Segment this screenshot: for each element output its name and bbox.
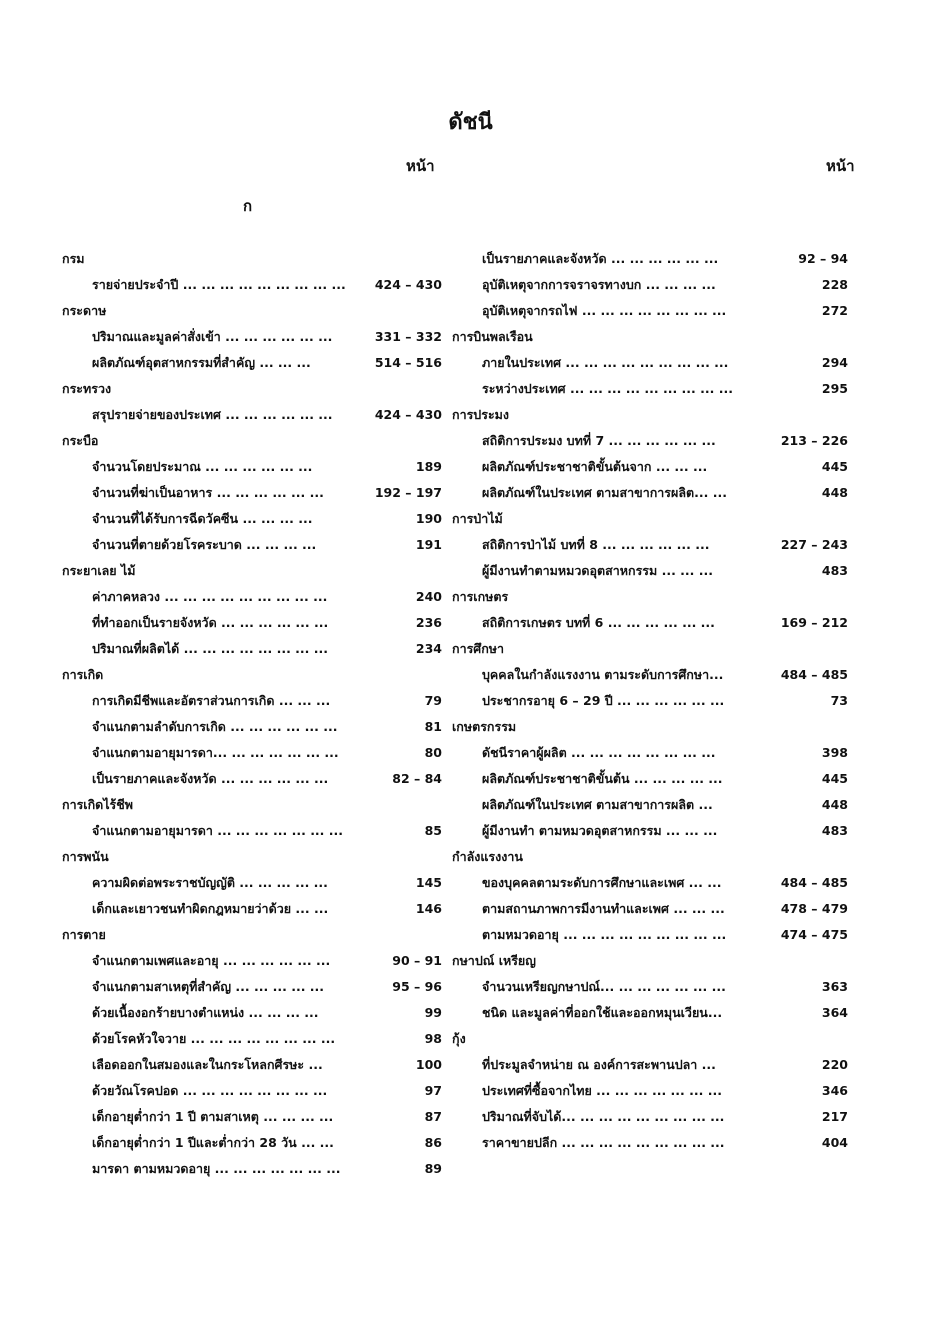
index-heading-text: กระดาษ	[62, 303, 107, 318]
page-number: 189	[415, 459, 442, 474]
page-number: 220	[821, 1057, 848, 1072]
index-entry-text: ปริมาณที่ผลิตได้ ... ... ... ... ... ... ... ...	[92, 641, 329, 656]
page-number: 364	[821, 1005, 848, 1020]
page-number: 331 – 332	[374, 329, 442, 344]
index-entry-text: เด็กอายุต่ำกว่า 1 ปีและต่ำกว่า 28 วัน ... ...	[92, 1135, 334, 1150]
index-heading	[452, 402, 848, 428]
page-number: 240	[415, 589, 442, 604]
page-number: 236	[415, 615, 442, 630]
index-entry-text: เด็กอายุต่ำกว่า 1 ปี ตามสาเหตุ ... ... ... ...	[92, 1109, 334, 1124]
page-number: 79	[424, 693, 442, 708]
page-number: 146	[415, 901, 442, 916]
index-entry-text: ปริมาณและมูลค่าสั่งเข้า ... ... ... ... ... ...	[92, 329, 333, 344]
page-number: 85	[424, 823, 442, 838]
index-heading-text: เกษตรกรรม	[452, 719, 517, 734]
index-entry	[452, 558, 848, 584]
index-entry-text: จำแนกตามอายุมารดา... ... ... ... ... ... ...	[92, 745, 339, 760]
index-entry	[452, 1078, 848, 1104]
index-entry	[62, 870, 442, 896]
page-number: 92 – 94	[798, 251, 848, 266]
index-entry	[452, 1130, 848, 1156]
index-entry	[62, 584, 442, 610]
index-entry-text: ดัชนีราคาผู้ผลิต ... ... ... ... ... ... ... ...	[482, 745, 716, 760]
index-entry	[452, 272, 848, 298]
page-number: 213 – 226	[780, 433, 848, 448]
index-entry	[62, 1156, 442, 1182]
index-heading	[452, 506, 848, 532]
index-entry	[62, 1000, 442, 1026]
page-number: 95 – 96	[392, 979, 442, 994]
page-number: 294	[821, 355, 848, 370]
page-number: 474 – 475	[780, 927, 848, 942]
index-heading-text: การศึกษา	[452, 641, 505, 656]
page-number: 514 – 516	[374, 355, 442, 370]
index-entry	[452, 1104, 848, 1130]
index-entry-text: จำแนกตามอายุมารดา ... ... ... ... ... ... ...	[92, 823, 344, 838]
index-entry-text: ผู้มีงานทำตามหมวดอุตสาหกรรม ... ... ...	[482, 563, 714, 578]
index-entry	[452, 610, 848, 636]
index-entry	[452, 740, 848, 766]
page-number: 484 – 485	[780, 875, 848, 890]
index-entry	[62, 974, 442, 1000]
index-entry-text: ที่ทำออกเป็นรายจังหวัด ... ... ... ... ... ...	[92, 615, 329, 630]
index-entry-text: บุคคลในกำลังแรงงาน ตามระดับการศึกษา...	[482, 667, 724, 682]
index-entry-text: มารดา ตามหมวดอายุ ... ... ... ... ... ... ...	[92, 1161, 341, 1176]
page-number: 97	[424, 1083, 442, 1098]
index-entry	[62, 532, 442, 558]
index-entry	[62, 636, 442, 662]
page-number: 346	[821, 1083, 848, 1098]
page-number: 86	[424, 1135, 442, 1150]
index-entry-text: การเกิดมีชีพและอัตราส่วนการเกิด ... ... ...	[92, 693, 331, 708]
index-heading	[62, 376, 442, 402]
page-number: 98	[424, 1031, 442, 1046]
index-entry-text: ที่ประมูลจำหน่าย ณ องค์การสะพานปลา ...	[482, 1057, 716, 1072]
index-heading	[62, 298, 442, 324]
index-entry	[62, 714, 442, 740]
index-heading	[452, 636, 848, 662]
index-entry	[452, 428, 848, 454]
page-number: 363	[821, 979, 848, 994]
index-heading-text: กรม	[62, 251, 85, 266]
index-entry-text: ความผิดต่อพระราชบัญญัติ ... ... ... ... ...	[92, 875, 328, 890]
index-entry	[452, 298, 848, 324]
index-entry-text: ผลิตภัณฑ์ประชาชาติขั้นต้นจาก ... ... ...	[482, 459, 708, 474]
index-heading	[62, 792, 442, 818]
index-entry	[452, 532, 848, 558]
page-number: 99	[424, 1005, 442, 1020]
index-heading	[452, 948, 848, 974]
index-heading	[452, 584, 848, 610]
index-entry-text: เลือดออกในสมองและในกระโหลกศีรษะ ...	[92, 1057, 323, 1072]
index-heading	[62, 246, 442, 272]
index-entry-text: ของบุคคลตามระดับการศึกษาและเพศ ... ...	[482, 875, 722, 890]
index-entry	[62, 506, 442, 532]
index-entry	[452, 376, 848, 402]
index-entry	[62, 350, 442, 376]
index-entry-text: ตามหมวดอายุ ... ... ... ... ... ... ... ... ...	[482, 927, 727, 942]
index-entry	[62, 454, 442, 480]
index-entry	[62, 896, 442, 922]
index-entry	[62, 740, 442, 766]
index-entry-text: จำแนกตามเพศและอายุ ... ... ... ... ... ...	[92, 953, 331, 968]
index-entry-text: ราคาขายปลีก ... ... ... ... ... ... ... ... ...	[482, 1135, 725, 1150]
index-entry	[62, 1078, 442, 1104]
index-entry	[62, 272, 442, 298]
page-number: 404	[821, 1135, 848, 1150]
page-number: 445	[821, 771, 848, 786]
index-entry-text: ด้วยโรคหัวใจวาย ... ... ... ... ... ... ... ...	[92, 1031, 336, 1046]
index-entry-text: เป็นรายภาคและจังหวัด ... ... ... ... ... ...	[92, 771, 329, 786]
index-entry-text: จำนวนที่ฆ่าเป็นอาหาร ... ... ... ... ... ...	[92, 485, 324, 500]
page-number: 483	[821, 563, 848, 578]
index-entry	[452, 662, 848, 688]
index-entry-text: จำนวนที่ตายด้วยโรคระบาด ... ... ... ...	[92, 537, 317, 552]
index-entry-text: ปริมาณที่จับได้... ... ... ... ... ... ... ... ...	[482, 1109, 725, 1124]
page-number: 234	[415, 641, 442, 656]
page-number: 424 – 430	[374, 277, 442, 292]
index-entry	[62, 610, 442, 636]
index-entry	[452, 922, 848, 948]
index-entry	[62, 1130, 442, 1156]
page-number: 227 – 243	[780, 537, 848, 552]
index-heading	[62, 922, 442, 948]
page-number: 191	[415, 537, 442, 552]
index-entry-text: อุบัติเหตุจากการจราจรทางบก ... ... ... ...	[482, 277, 716, 292]
index-entry-text: จำนวนที่ได้รับการฉีดวัคซีน ... ... ... ...	[92, 511, 313, 526]
page-number: 145	[415, 875, 442, 890]
index-entry	[452, 454, 848, 480]
index-entry	[452, 818, 848, 844]
index-entry-text: สถิติการเกษตร บทที่ 6 ... ... ... ... ... ...	[482, 615, 715, 630]
index-entry-text: เป็นรายภาคและจังหวัด ... ... ... ... ... ...	[482, 251, 719, 266]
index-entry-text: จำนวนโดยประมาณ ... ... ... ... ... ...	[92, 459, 313, 474]
page-number: 484 – 485	[780, 667, 848, 682]
page-number: 295	[821, 381, 848, 396]
index-entry-text: อุบัติเหตุจากรถไฟ ... ... ... ... ... ... ... ...	[482, 303, 727, 318]
index-heading-text: การตาย	[62, 927, 106, 942]
index-entry	[452, 766, 848, 792]
page-number: 100	[415, 1057, 442, 1072]
page-number: 82 – 84	[392, 771, 442, 786]
index-entry-text: จำแนกตามลำดับการเกิด ... ... ... ... ... ...	[92, 719, 338, 734]
index-heading-text: การพนัน	[62, 849, 109, 864]
index-heading-text: กระบือ	[62, 433, 99, 448]
index-heading	[452, 1026, 848, 1052]
page-number: 478 – 479	[780, 901, 848, 916]
index-heading	[62, 428, 442, 454]
index-entry-text: ผลิตภัณฑ์ในประเทศ ตามสาขาการผลิต... ...	[482, 485, 727, 500]
page-number: 445	[821, 459, 848, 474]
index-title: ดัชนี	[448, 110, 493, 135]
index-entry	[62, 1104, 442, 1130]
index-entry-text: รายจ่ายประจำปี ... ... ... ... ... ... ... ... ...	[92, 277, 346, 292]
index-heading	[452, 324, 848, 350]
index-entry	[62, 688, 442, 714]
index-heading-text: การบินพลเรือน	[452, 329, 533, 344]
index-heading-text: การเกิดไร้ชีพ	[62, 797, 133, 812]
index-entry	[452, 974, 848, 1000]
index-entry	[62, 948, 442, 974]
index-entry-text: สถิติการประมง บทที่ 7 ... ... ... ... ... ...	[482, 433, 716, 448]
index-heading-text: กระยาเลย ไม้	[62, 563, 136, 578]
index-column-left	[62, 246, 442, 1182]
index-entry-text: ชนิด และมูลค่าที่ออกใช้และออกหมุนเวียน...	[482, 1005, 723, 1020]
index-entry-text: ค่าภาคหลวง ... ... ... ... ... ... ... ... ...	[92, 589, 328, 604]
index-entry-text: สถิติการป่าไม้ บทที่ 8 ... ... ... ... ... ...	[482, 537, 710, 552]
index-entry	[452, 1000, 848, 1026]
page-number: 73	[830, 693, 848, 708]
index-entry	[62, 1026, 442, 1052]
index-heading-text: กุ้ง	[452, 1031, 466, 1046]
index-entry-text: ภายในประเทศ ... ... ... ... ... ... ... ... ...	[482, 355, 729, 370]
index-entry	[452, 688, 848, 714]
index-entry	[62, 324, 442, 350]
index-entry	[62, 402, 442, 428]
index-entry	[62, 818, 442, 844]
index-heading-text: การเกษตร	[452, 589, 509, 604]
page-number: 424 – 430	[374, 407, 442, 422]
index-entry-text: ตามสถานภาพการมีงานทำและเพศ ... ... ...	[482, 901, 725, 916]
index-entry	[452, 1052, 848, 1078]
index-heading-text: การเกิด	[62, 667, 104, 682]
index-entry-text: ผู้มีงานทำ ตามหมวดอุตสาหกรรม ... ... ...	[482, 823, 718, 838]
index-entry	[62, 766, 442, 792]
index-heading-text: กษาปณ์ เหรียญ	[452, 953, 536, 968]
index-entry	[62, 1052, 442, 1078]
index-entry-text: สรุปรายจ่ายของประเทศ ... ... ... ... ... ...	[92, 407, 333, 422]
index-entry	[62, 480, 442, 506]
index-entry-text: ผลิตภัณฑ์อุตสาหกรรมที่สำคัญ ... ... ...	[92, 355, 311, 370]
index-entry	[452, 896, 848, 922]
page-number: 81	[424, 719, 442, 734]
index-entry-text: ประเทศที่ซื้อจากไทย ... ... ... ... ... ... ...	[482, 1083, 722, 1098]
page-number: 228	[821, 277, 848, 292]
page-number: 483	[821, 823, 848, 838]
index-heading	[62, 662, 442, 688]
index-entry-text: ผลิตภัณฑ์ประชาชาติขั้นต้น ... ... ... ... ...	[482, 771, 723, 786]
page-number: 87	[424, 1109, 442, 1124]
index-entry	[452, 246, 848, 272]
page-number: 80	[424, 745, 442, 760]
index-heading-text: การป่าไม้	[452, 511, 503, 526]
index-entry-text: จำแนกตามสาเหตุที่สำคัญ ... ... ... ... ...	[92, 979, 325, 994]
page-number: 190	[415, 511, 442, 526]
index-heading	[452, 714, 848, 740]
index-entry-text: ประชากรอายุ 6 – 29 ปี ... ... ... ... ... ...	[482, 693, 725, 708]
index-heading	[62, 558, 442, 584]
page-number: 169 – 212	[780, 615, 848, 630]
page-number: 448	[821, 797, 848, 812]
section-letter: ก	[243, 197, 253, 215]
index-entry-text: เด็กและเยาวชนทำผิดกฎหมายว่าด้วย ... ...	[92, 901, 329, 916]
index-entry-text: ผลิตภัณฑ์ในประเทศ ตามสาขาการผลิต ...	[482, 797, 713, 812]
page-number: 398	[821, 745, 848, 760]
index-entry	[452, 792, 848, 818]
index-column-right	[452, 246, 848, 1156]
index-heading-text: การประมง	[452, 407, 510, 422]
index-heading	[62, 844, 442, 870]
index-heading-text: กระทรวง	[62, 381, 112, 396]
page-number: 192 – 197	[374, 485, 442, 500]
index-entry-text: ด้วยเนื้องอกร้ายบางตำแหน่ง ... ... ... ...	[92, 1005, 319, 1020]
page-column-header-left: หน้า	[406, 157, 435, 175]
index-entry	[452, 350, 848, 376]
index-entry	[452, 480, 848, 506]
index-entry-text: จำนวนเหรียญกษาปณ์... ... ... ... ... ... ...	[482, 979, 726, 994]
index-entry-text: ระหว่างประเทศ ... ... ... ... ... ... ... ... ...	[482, 381, 733, 396]
page-number: 217	[821, 1109, 848, 1124]
index-heading-text: กำลังแรงงาน	[452, 849, 523, 864]
page-number: 448	[821, 485, 848, 500]
page-number: 272	[821, 303, 848, 318]
page-number: 89	[424, 1161, 442, 1176]
index-entry-text: ด้วยวัณโรคปอด ... ... ... ... ... ... ... ...	[92, 1083, 328, 1098]
page-column-header-right: หน้า	[826, 157, 855, 175]
index-entry	[452, 870, 848, 896]
page-number: 90 – 91	[392, 953, 442, 968]
index-heading	[452, 844, 848, 870]
